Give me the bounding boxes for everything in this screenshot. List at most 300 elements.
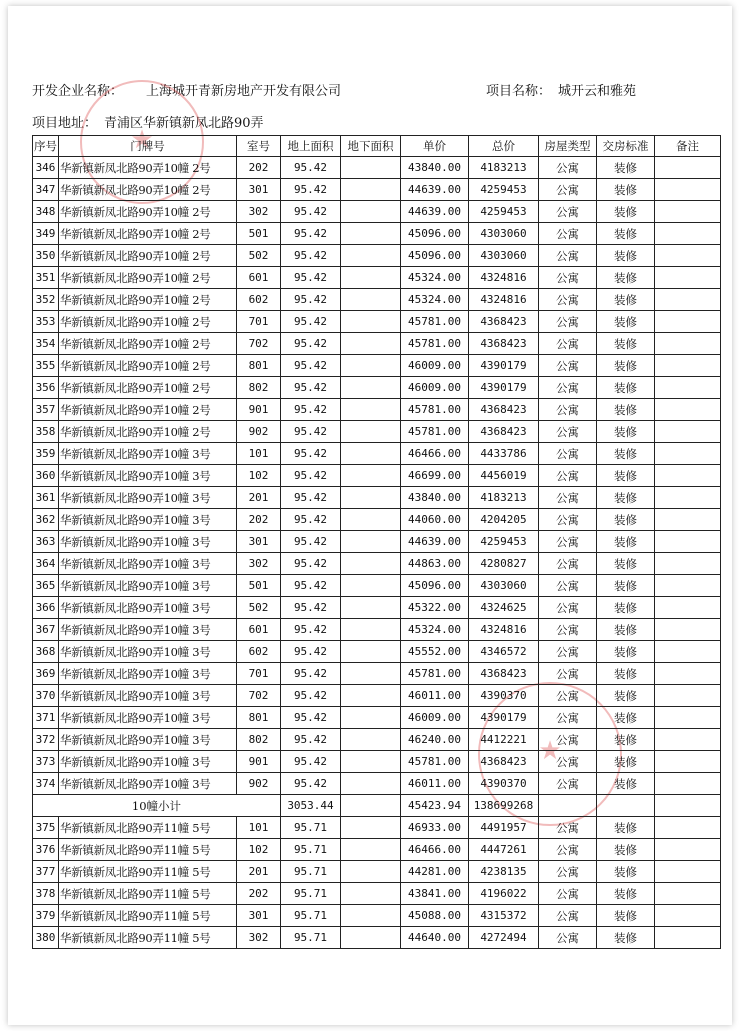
address-cell: 华新镇新凤北路90弄10幢 2号 [59,421,237,443]
delivery-cell: 装修 [597,355,655,377]
subtotal-row [33,795,721,817]
unit-price-cell: 45096.00 [401,245,469,267]
address-cell: 华新镇新凤北路90弄11幢 5号 [59,905,237,927]
unit-price-cell: 45781.00 [401,311,469,333]
table-row [33,399,721,421]
area-cell: 95.42 [281,179,341,201]
area-cell: 95.42 [281,553,341,575]
basement-area-cell [341,531,401,553]
area-cell: 95.42 [281,487,341,509]
area-cell: 95.71 [281,839,341,861]
room-cell: 502 [237,245,281,267]
type-cell: 公寓 [539,377,597,399]
col-header: 地下面积 [341,136,401,157]
delivery-cell: 装修 [597,223,655,245]
basement-area-cell [341,289,401,311]
remark-cell [655,157,721,179]
remark-cell [655,707,721,729]
address-cell: 华新镇新凤北路90弄11幢 5号 [59,817,237,839]
unit-price-cell: 44639.00 [401,531,469,553]
total-price-cell: 4324625 [469,597,539,619]
room-cell: 702 [237,333,281,355]
col-header: 总价 [469,136,539,157]
total-price-cell: 4368423 [469,399,539,421]
subtotal-empty [539,795,597,817]
unit-price-cell: 45324.00 [401,619,469,641]
total-price-cell: 4315372 [469,905,539,927]
total-price-cell: 4280827 [469,553,539,575]
unit-price-cell: 45781.00 [401,421,469,443]
total-price-cell: 4390179 [469,707,539,729]
room-cell: 301 [237,531,281,553]
type-cell: 公寓 [539,245,597,267]
total-price-cell: 4303060 [469,223,539,245]
delivery-cell: 装修 [597,311,655,333]
room-cell: 201 [237,487,281,509]
basement-area-cell [341,487,401,509]
type-cell: 公寓 [539,905,597,927]
total-price-cell: 4204205 [469,509,539,531]
type-cell: 公寓 [539,773,597,795]
room-cell: 501 [237,223,281,245]
delivery-cell: 装修 [597,861,655,883]
total-price-cell: 4456019 [469,465,539,487]
remark-cell [655,575,721,597]
subtotal-label: 10幢小计 [33,795,281,817]
address-cell: 华新镇新凤北路90弄10幢 2号 [59,355,237,377]
type-cell: 公寓 [539,927,597,949]
col-header: 室号 [237,136,281,157]
type-cell: 公寓 [539,399,597,421]
area-cell: 95.42 [281,245,341,267]
total-price-cell: 4259453 [469,179,539,201]
delivery-cell: 装修 [597,377,655,399]
total-price-cell: 4433786 [469,443,539,465]
area-cell: 95.71 [281,861,341,883]
area-cell: 95.71 [281,817,341,839]
table-row [33,927,721,949]
col-header: 交房标准 [597,136,655,157]
area-cell: 95.42 [281,465,341,487]
delivery-cell: 装修 [597,663,655,685]
area-cell: 95.42 [281,443,341,465]
address-cell: 华新镇新凤北路90弄10幢 3号 [59,773,237,795]
table-row [33,509,721,531]
unit-price-cell: 45781.00 [401,333,469,355]
delivery-cell: 装修 [597,245,655,267]
seq-cell: 352 [33,289,59,311]
remark-cell [655,553,721,575]
delivery-cell: 装修 [597,201,655,223]
basement-area-cell [341,729,401,751]
room-cell: 302 [237,553,281,575]
seq-cell: 355 [33,355,59,377]
room-cell: 301 [237,905,281,927]
address-cell: 华新镇新凤北路90弄10幢 3号 [59,531,237,553]
address-cell: 华新镇新凤北路90弄10幢 2号 [59,311,237,333]
room-cell: 701 [237,311,281,333]
remark-cell [655,333,721,355]
type-cell: 公寓 [539,311,597,333]
delivery-cell: 装修 [597,905,655,927]
unit-price-cell: 45324.00 [401,267,469,289]
developer-name: 上海城开青新房地产开发有限公司 [146,84,342,99]
delivery-cell: 装修 [597,685,655,707]
type-cell: 公寓 [539,883,597,905]
room-cell: 701 [237,663,281,685]
seq-cell: 376 [33,839,59,861]
seq-cell: 354 [33,333,59,355]
delivery-cell: 装修 [597,421,655,443]
room-cell: 102 [237,839,281,861]
seq-cell: 359 [33,443,59,465]
unit-price-cell: 44060.00 [401,509,469,531]
project-label: 项目名称： [486,84,552,99]
type-cell: 公寓 [539,465,597,487]
address-label: 项目地址： [32,116,98,131]
table-row [33,905,721,927]
type-cell: 公寓 [539,663,597,685]
address-cell: 华新镇新凤北路90弄11幢 5号 [59,839,237,861]
seq-cell: 347 [33,179,59,201]
basement-area-cell [341,267,401,289]
seq-cell: 346 [33,157,59,179]
subtotal-avg-price: 45423.94 [401,795,469,817]
room-cell: 801 [237,707,281,729]
document-page [8,6,732,1025]
room-cell: 801 [237,355,281,377]
type-cell: 公寓 [539,157,597,179]
table-row [33,223,721,245]
remark-cell [655,311,721,333]
basement-area-cell [341,553,401,575]
type-cell: 公寓 [539,619,597,641]
basement-area-cell [341,927,401,949]
table-row [33,663,721,685]
table-row [33,597,721,619]
type-cell: 公寓 [539,575,597,597]
area-cell: 95.71 [281,927,341,949]
subtotal-area: 3053.44 [281,795,341,817]
subtotal-total: 138699268 [469,795,539,817]
table-row [33,333,721,355]
seq-cell: 365 [33,575,59,597]
seq-cell: 380 [33,927,59,949]
total-price-cell: 4412221 [469,729,539,751]
area-cell: 95.42 [281,311,341,333]
delivery-cell: 装修 [597,597,655,619]
table-row [33,531,721,553]
subtotal-empty [341,795,401,817]
seq-cell: 378 [33,883,59,905]
address-cell: 华新镇新凤北路90弄10幢 3号 [59,465,237,487]
delivery-cell: 装修 [597,399,655,421]
address-cell: 华新镇新凤北路90弄10幢 3号 [59,619,237,641]
total-price-cell: 4324816 [469,289,539,311]
basement-area-cell [341,245,401,267]
table-row [33,685,721,707]
total-price-cell: 4491957 [469,817,539,839]
remark-cell [655,751,721,773]
delivery-cell: 装修 [597,157,655,179]
remark-cell [655,377,721,399]
total-price-cell: 4324816 [469,267,539,289]
basement-area-cell [341,619,401,641]
unit-price-cell: 44640.00 [401,927,469,949]
col-header: 房屋类型 [539,136,597,157]
area-cell: 95.42 [281,421,341,443]
table-row [33,553,721,575]
basement-area-cell [341,201,401,223]
type-cell: 公寓 [539,531,597,553]
unit-price-cell: 45781.00 [401,663,469,685]
seq-cell: 369 [33,663,59,685]
unit-price-cell: 45096.00 [401,223,469,245]
delivery-cell: 装修 [597,619,655,641]
area-cell: 95.71 [281,883,341,905]
unit-price-cell: 46699.00 [401,465,469,487]
room-cell: 802 [237,377,281,399]
seq-cell: 374 [33,773,59,795]
total-price-cell: 4368423 [469,751,539,773]
seq-cell: 349 [33,223,59,245]
remark-cell [655,267,721,289]
table-row [33,465,721,487]
area-cell: 95.42 [281,157,341,179]
table-row [33,289,721,311]
developer-label: 开发企业名称： [32,84,124,99]
basement-area-cell [341,333,401,355]
area-cell: 95.42 [281,597,341,619]
unit-price-cell: 45781.00 [401,399,469,421]
basement-area-cell [341,311,401,333]
area-cell: 95.42 [281,333,341,355]
basement-area-cell [341,157,401,179]
total-price-cell: 4368423 [469,663,539,685]
seq-cell: 377 [33,861,59,883]
remark-cell [655,509,721,531]
delivery-cell: 装修 [597,487,655,509]
area-cell: 95.71 [281,905,341,927]
area-cell: 95.42 [281,685,341,707]
type-cell: 公寓 [539,421,597,443]
type-cell: 公寓 [539,641,597,663]
address-cell: 华新镇新凤北路90弄10幢 2号 [59,179,237,201]
seq-cell: 363 [33,531,59,553]
delivery-cell: 装修 [597,707,655,729]
address-cell: 华新镇新凤北路90弄10幢 3号 [59,663,237,685]
table-row [33,179,721,201]
room-cell: 102 [237,465,281,487]
delivery-cell: 装修 [597,333,655,355]
address-cell: 华新镇新凤北路90弄10幢 3号 [59,685,237,707]
basement-area-cell [341,663,401,685]
address-cell: 华新镇新凤北路90弄10幢 3号 [59,597,237,619]
remark-cell [655,663,721,685]
remark-cell [655,641,721,663]
address-cell: 华新镇新凤北路90弄10幢 2号 [59,245,237,267]
remark-cell [655,883,721,905]
unit-price-cell: 46009.00 [401,707,469,729]
unit-price-cell: 44639.00 [401,179,469,201]
room-cell: 302 [237,927,281,949]
area-cell: 95.42 [281,707,341,729]
room-cell: 901 [237,751,281,773]
room-cell: 202 [237,883,281,905]
room-cell: 202 [237,509,281,531]
total-price-cell: 4390179 [469,355,539,377]
total-price-cell: 4183213 [469,487,539,509]
room-cell: 301 [237,179,281,201]
address-cell: 华新镇新凤北路90弄10幢 2号 [59,399,237,421]
remark-cell [655,223,721,245]
price-table [32,135,721,949]
unit-price-cell: 44639.00 [401,201,469,223]
area-cell: 95.42 [281,575,341,597]
total-price-cell: 4368423 [469,311,539,333]
basement-area-cell [341,421,401,443]
project-address: 青浦区华新镇新凤北路90弄 [104,116,264,131]
total-price-cell: 4272494 [469,927,539,949]
total-price-cell: 4390370 [469,685,539,707]
area-cell: 95.42 [281,531,341,553]
address-cell: 华新镇新凤北路90弄10幢 2号 [59,377,237,399]
seq-cell: 348 [33,201,59,223]
remark-cell [655,839,721,861]
total-price-cell: 4368423 [469,421,539,443]
remark-cell [655,201,721,223]
unit-price-cell: 43841.00 [401,883,469,905]
room-cell: 902 [237,773,281,795]
unit-price-cell: 45781.00 [401,751,469,773]
delivery-cell: 装修 [597,509,655,531]
total-price-cell: 4259453 [469,201,539,223]
seq-cell: 361 [33,487,59,509]
room-cell: 101 [237,443,281,465]
unit-price-cell: 45322.00 [401,597,469,619]
remark-cell [655,597,721,619]
table-row [33,619,721,641]
seq-cell: 366 [33,597,59,619]
unit-price-cell: 45324.00 [401,289,469,311]
room-cell: 602 [237,641,281,663]
table-row [33,487,721,509]
remark-cell [655,399,721,421]
remark-cell [655,421,721,443]
room-cell: 302 [237,201,281,223]
col-header: 序号 [33,136,59,157]
area-cell: 95.42 [281,751,341,773]
type-cell: 公寓 [539,553,597,575]
basement-area-cell [341,179,401,201]
basement-area-cell [341,377,401,399]
address-cell: 华新镇新凤北路90弄10幢 3号 [59,707,237,729]
unit-price-cell: 46011.00 [401,773,469,795]
table-row [33,575,721,597]
address-cell: 华新镇新凤北路90弄10幢 3号 [59,641,237,663]
seq-cell: 351 [33,267,59,289]
unit-price-cell: 46011.00 [401,685,469,707]
basement-area-cell [341,707,401,729]
address-cell: 华新镇新凤北路90弄10幢 3号 [59,487,237,509]
delivery-cell: 装修 [597,641,655,663]
area-cell: 95.42 [281,267,341,289]
total-price-cell: 4368423 [469,333,539,355]
delivery-cell: 装修 [597,443,655,465]
type-cell: 公寓 [539,729,597,751]
address-cell: 华新镇新凤北路90弄10幢 2号 [59,333,237,355]
remark-cell [655,905,721,927]
remark-cell [655,619,721,641]
type-cell: 公寓 [539,355,597,377]
type-cell: 公寓 [539,839,597,861]
subtotal-empty [597,795,655,817]
type-cell: 公寓 [539,179,597,201]
type-cell: 公寓 [539,443,597,465]
remark-cell [655,531,721,553]
basement-area-cell [341,597,401,619]
area-cell: 95.42 [281,201,341,223]
area-cell: 95.42 [281,509,341,531]
delivery-cell: 装修 [597,465,655,487]
room-cell: 702 [237,685,281,707]
type-cell: 公寓 [539,223,597,245]
seq-cell: 372 [33,729,59,751]
room-cell: 602 [237,289,281,311]
area-cell: 95.42 [281,377,341,399]
type-cell: 公寓 [539,201,597,223]
basement-area-cell [341,399,401,421]
remark-cell [655,685,721,707]
remark-cell [655,487,721,509]
remark-cell [655,861,721,883]
area-cell: 95.42 [281,663,341,685]
basement-area-cell [341,443,401,465]
total-price-cell: 4447261 [469,839,539,861]
type-cell: 公寓 [539,509,597,531]
room-cell: 201 [237,861,281,883]
unit-price-cell: 46009.00 [401,377,469,399]
area-cell: 95.42 [281,773,341,795]
remark-cell [655,927,721,949]
type-cell: 公寓 [539,333,597,355]
unit-price-cell: 46933.00 [401,817,469,839]
type-cell: 公寓 [539,751,597,773]
table-row [33,377,721,399]
table-row [33,839,721,861]
basement-area-cell [341,509,401,531]
remark-cell [655,443,721,465]
delivery-cell: 装修 [597,575,655,597]
table-row [33,355,721,377]
room-cell: 202 [237,157,281,179]
unit-price-cell: 43840.00 [401,157,469,179]
seq-cell: 370 [33,685,59,707]
room-cell: 901 [237,399,281,421]
area-cell: 95.42 [281,399,341,421]
total-price-cell: 4390370 [469,773,539,795]
seq-cell: 371 [33,707,59,729]
delivery-cell: 装修 [597,179,655,201]
seq-cell: 360 [33,465,59,487]
remark-cell [655,773,721,795]
table-header-row [33,136,721,157]
delivery-cell: 装修 [597,927,655,949]
seq-cell: 368 [33,641,59,663]
area-cell: 95.42 [281,619,341,641]
delivery-cell: 装修 [597,289,655,311]
address-cell: 华新镇新凤北路90弄10幢 3号 [59,729,237,751]
